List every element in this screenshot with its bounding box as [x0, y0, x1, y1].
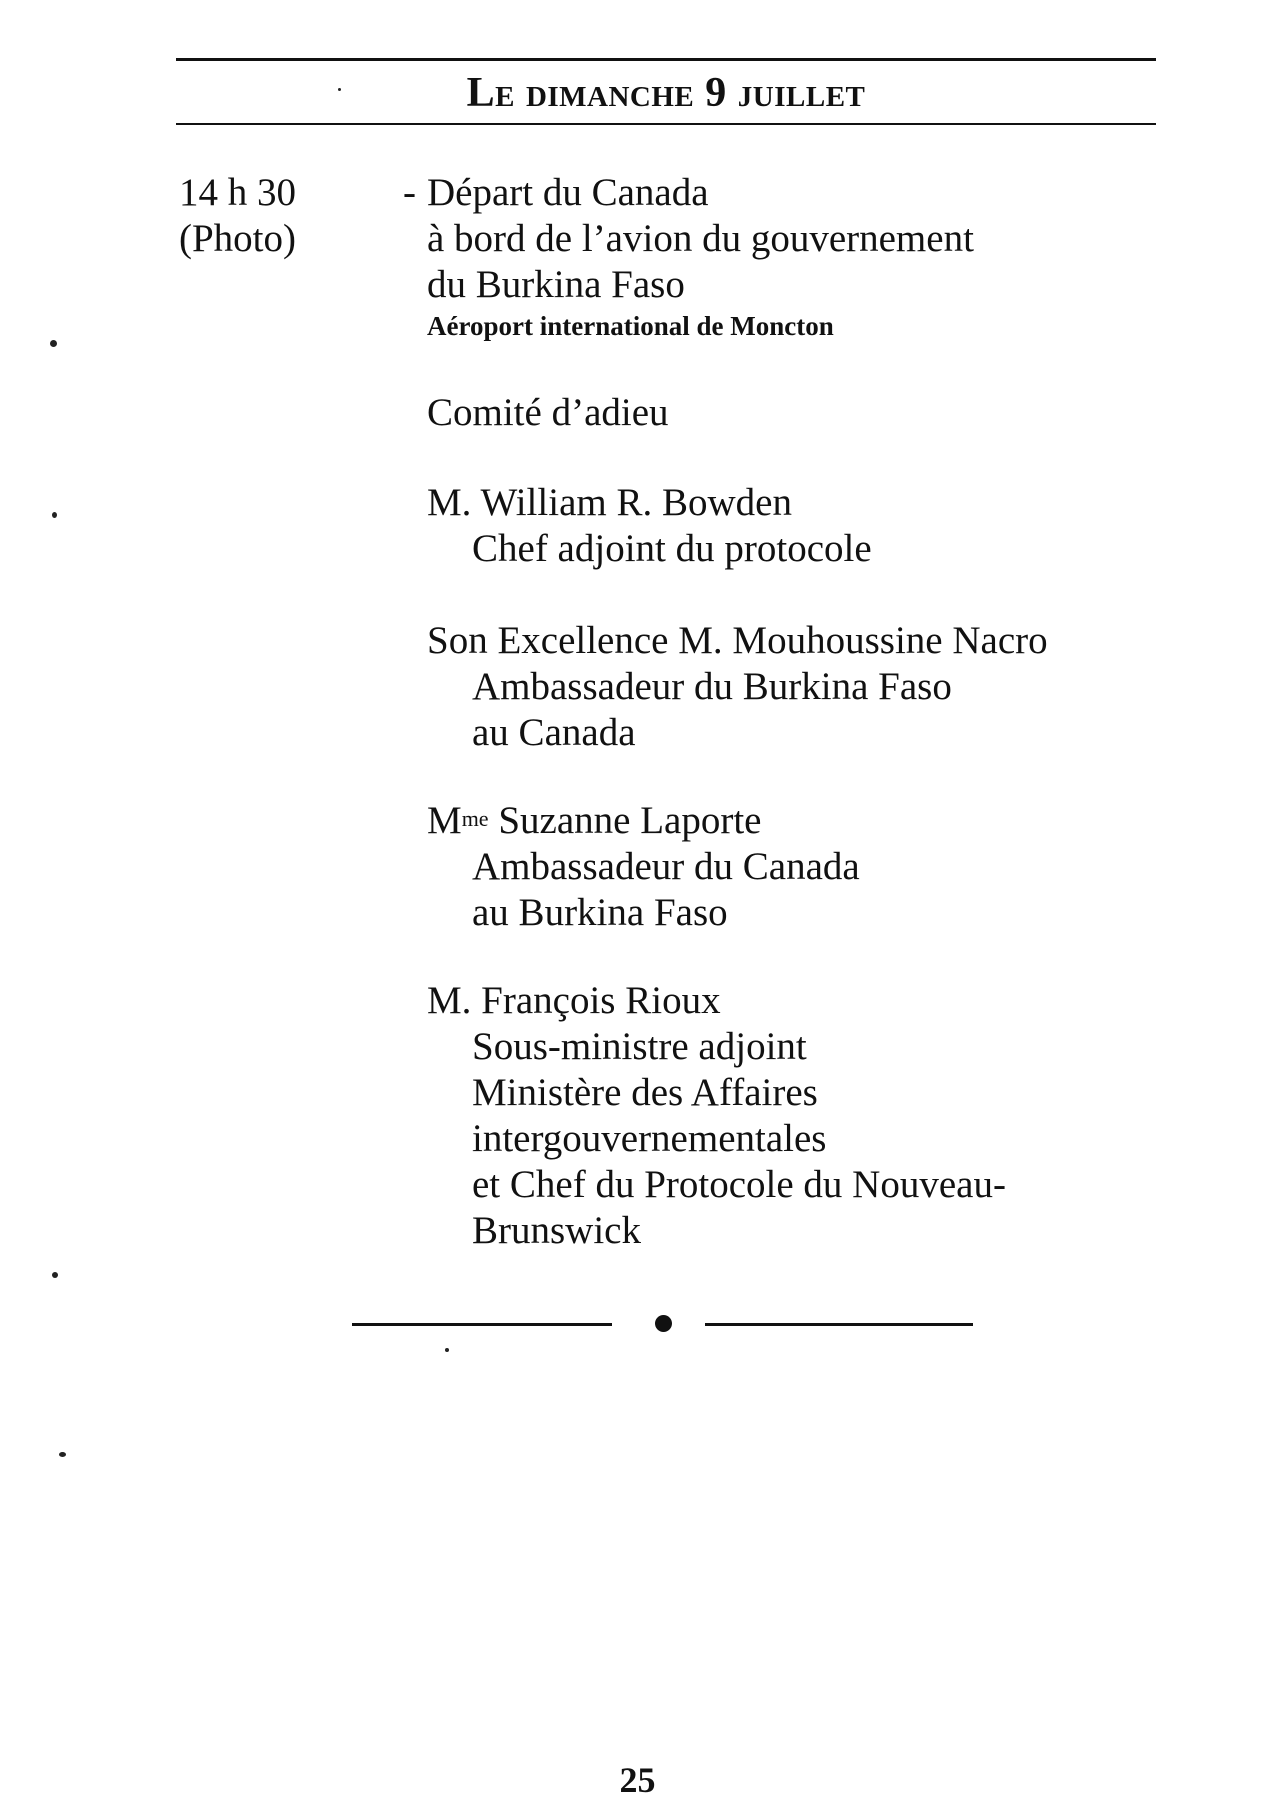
- member-role: Sous-ministre adjoint: [472, 1025, 807, 1068]
- committee-member: [427, 480, 872, 572]
- event-venue: Aéroport international de Moncton: [427, 311, 834, 341]
- member-role: Ambassadeur du Canada: [472, 845, 860, 888]
- member-role: Ministère des Affaires: [472, 1071, 818, 1114]
- farewell-title: Comité d’adieu: [427, 391, 669, 434]
- member-name: M. William R. Bowden: [427, 481, 792, 524]
- scan-speck: [52, 1272, 58, 1278]
- section-divider-right: [705, 1323, 973, 1326]
- member-name: M. François Rioux: [427, 979, 721, 1022]
- scan-speck: [445, 1348, 449, 1352]
- section-divider-left: [352, 1323, 612, 1326]
- header-top-rule: [176, 58, 1156, 61]
- scan-speck: [50, 340, 57, 347]
- scan-speck: [59, 1452, 66, 1457]
- schedule-note: (Photo): [179, 217, 296, 260]
- member-role: Brunswick: [472, 1209, 641, 1252]
- member-role: Chef adjoint du protocole: [472, 527, 872, 570]
- farewell-committee: [427, 390, 669, 436]
- scan-speck: [338, 88, 341, 91]
- schedule-time-column: [179, 170, 296, 262]
- event-line: Départ du Canada: [427, 171, 709, 214]
- member-name-prefix: M: [427, 799, 462, 842]
- member-role: Ambassadeur du Burkina Faso: [472, 665, 952, 708]
- schedule-event: [427, 170, 1147, 344]
- member-name: Son Excellence M. Mouhoussine Nacro: [427, 619, 1048, 662]
- committee-member: [427, 798, 860, 936]
- member-role: et Chef du Protocole du Nouveau-: [472, 1163, 1006, 1206]
- page-heading: Le dimanche 9 juillet: [466, 70, 866, 116]
- member-role: intergouvernementales: [472, 1117, 827, 1160]
- schedule-time: 14 h 30: [179, 171, 296, 214]
- committee-member: [427, 978, 1006, 1254]
- section-divider-dot: [655, 1315, 672, 1332]
- member-name-superscript: me: [461, 806, 489, 831]
- page-number: 25: [619, 1760, 656, 1800]
- committee-member: [427, 618, 1048, 756]
- schedule-dash: -: [403, 171, 416, 214]
- member-role: au Canada: [472, 711, 636, 754]
- event-line: du Burkina Faso: [427, 263, 685, 306]
- scan-speck: [52, 512, 57, 518]
- header-bottom-rule: [176, 123, 1156, 125]
- member-role: au Burkina Faso: [472, 891, 728, 934]
- member-name-rest: Suzanne Laporte: [488, 799, 762, 842]
- event-line: à bord de l’avion du gouvernement: [427, 217, 974, 260]
- member-name: [427, 798, 860, 844]
